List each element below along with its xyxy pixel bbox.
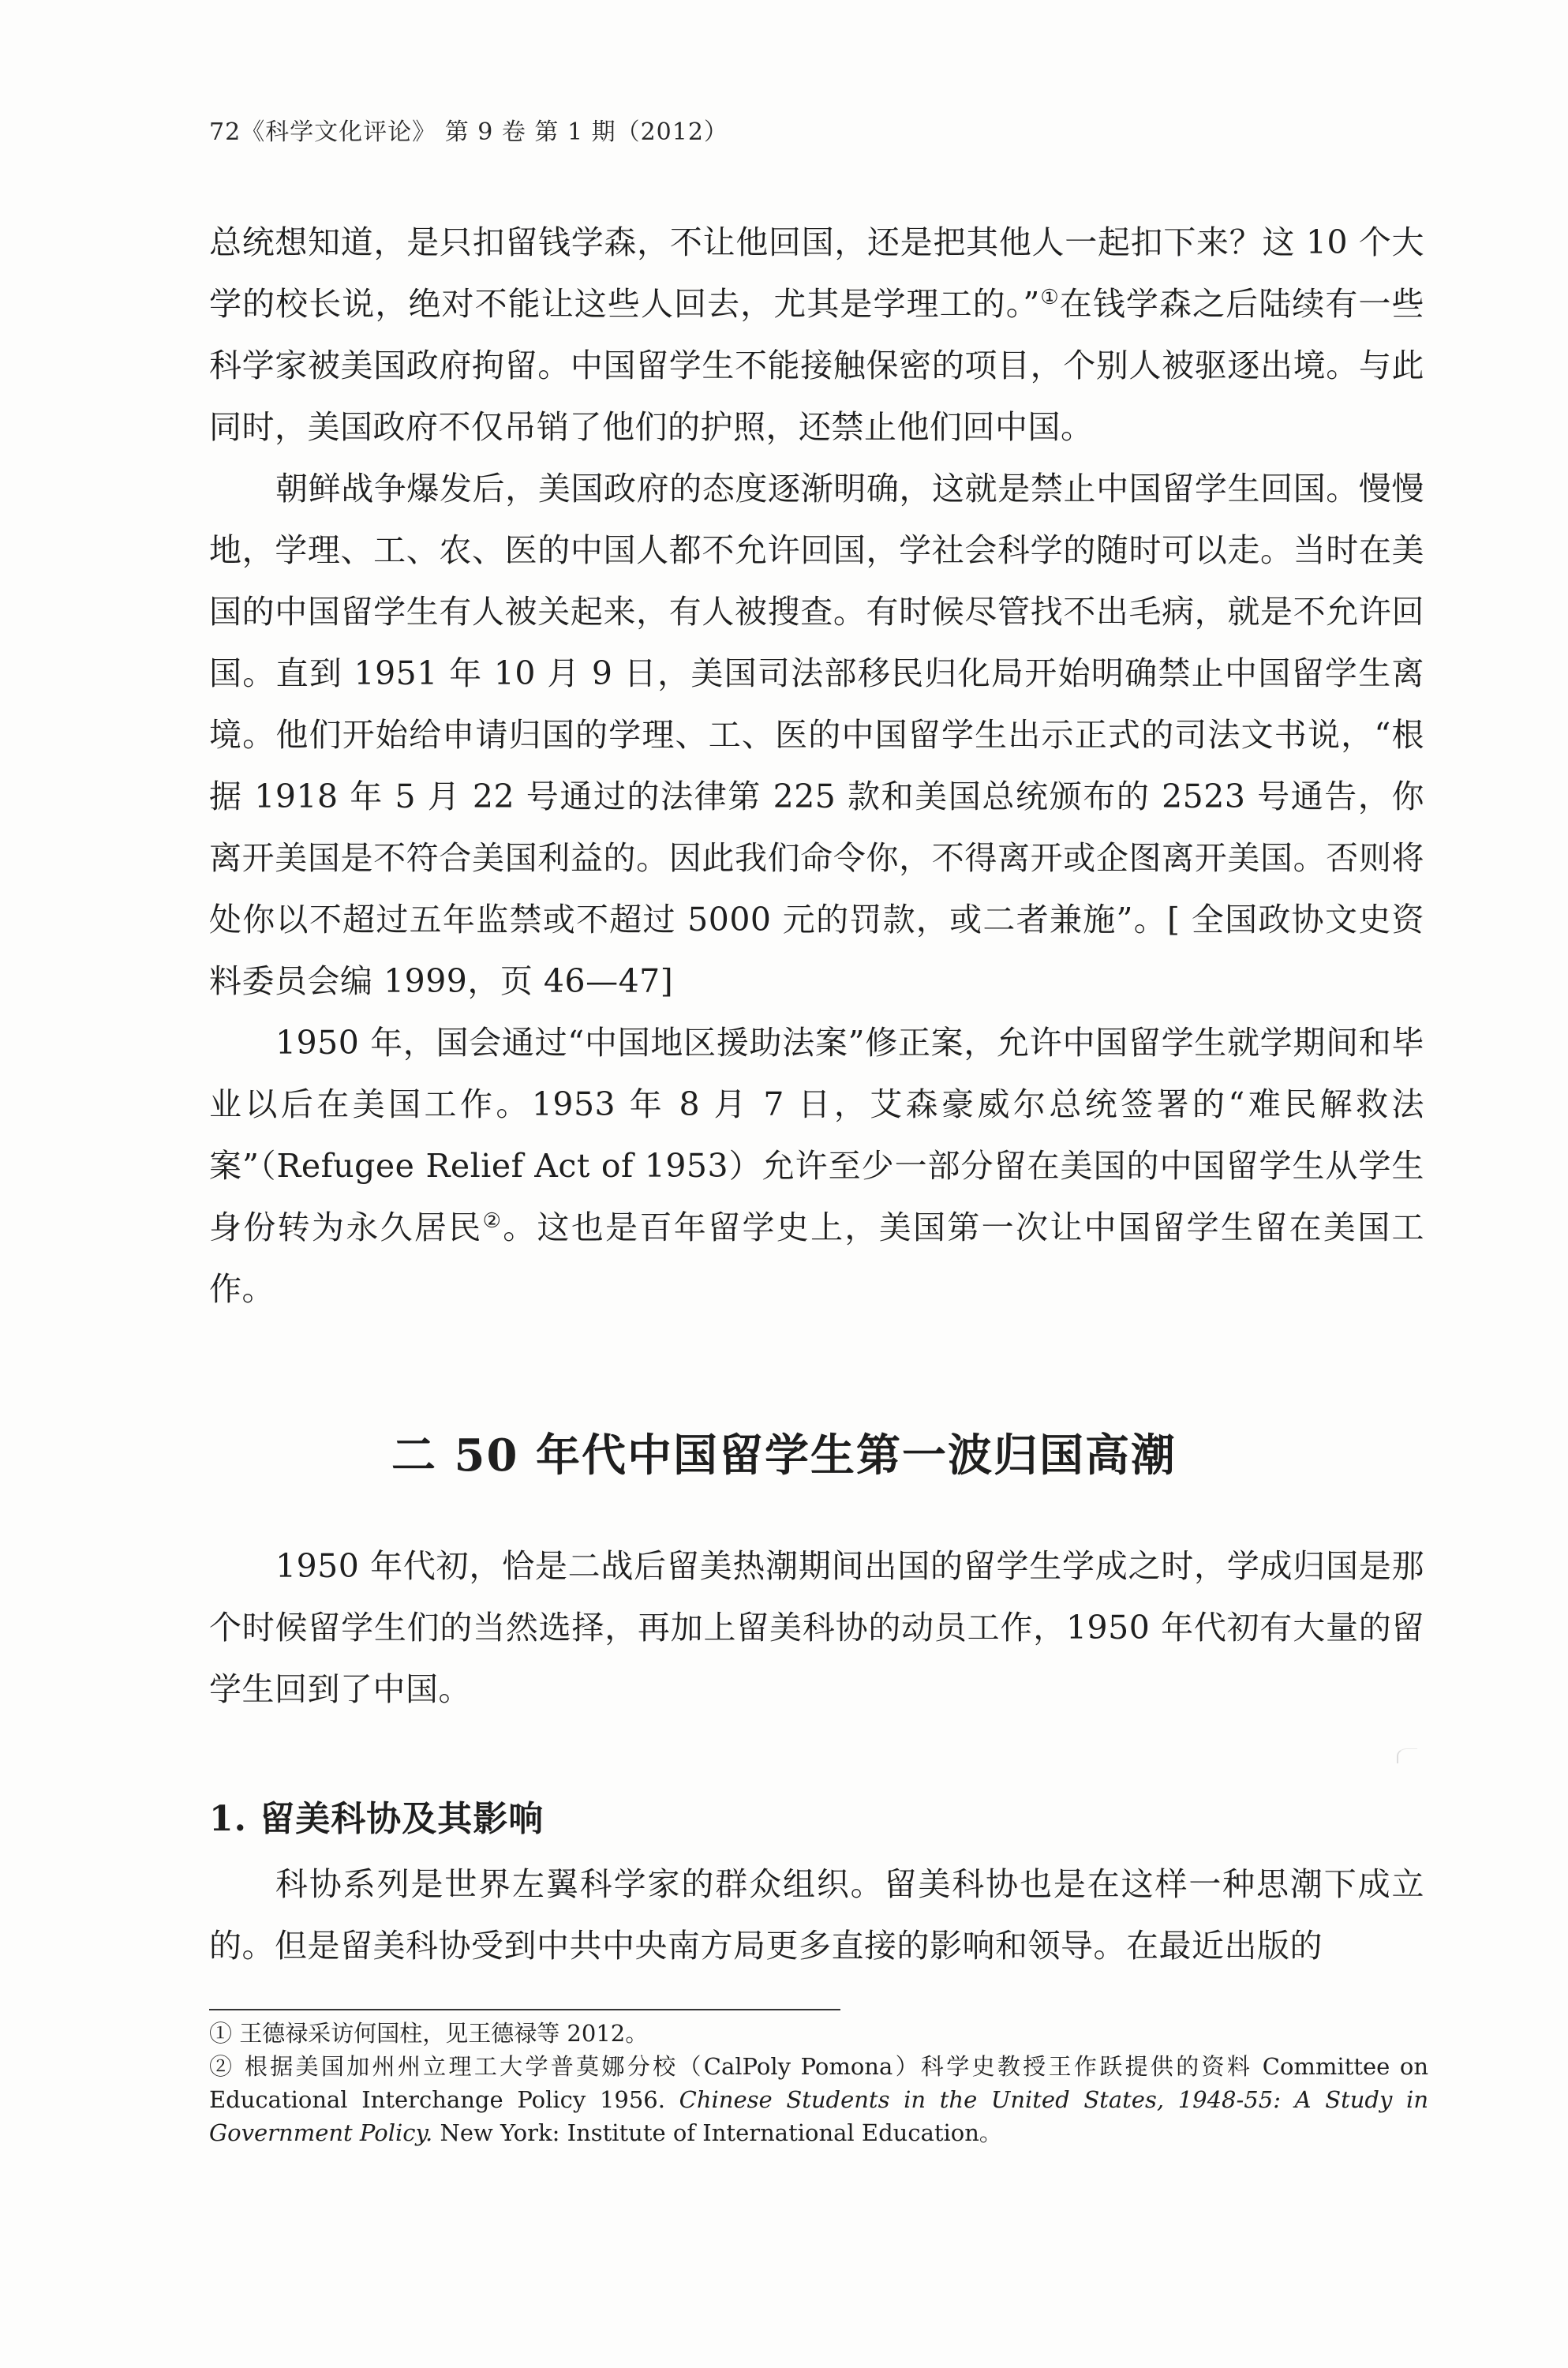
journal-title: 《科学文化评论》 第 9 卷 第 1 期（2012） [241,118,728,146]
subsection-paragraph: 科协系列是世界左翼科学家的群众组织。留美科协也是在这样一种思潮下成立的。但是留美科协受到中共中央南方局更多直接的影响和领导。在最近出版的 [209,1865,1424,1965]
main-body [209,212,1424,1320]
footnote-ref-2[interactable]: ② [482,1209,503,1233]
subsection-heading: 1. 留美科协及其影响 [209,1799,544,1839]
section-heading: 二 50 年代中国留学生第一波归国高潮 [391,1429,1177,1482]
footnote-divider [209,2009,840,2010]
subsection-body [209,1853,1424,1976]
paragraph-1: 总统想知道，是只扣留钱学森，不让他回国，还是把其他人一起扣下来？这 10 个大学的校长说，绝对不能让这些人回去，尤其是学理工的。”①在钱学森之后陆续有一些科学家被美国政府拘留。中国留学生不能接触保密的项目，个别人被驱逐出境。与此同时，美国政府不仅吊销了他们的护照，还禁止他们回中国。 [209,223,1424,446]
paragraph-3: 1950 年，国会通过“中国地区援助法案”修正案，允许中国留学生就学期间和毕业以后在美国工作。1953 年 8 月 7 日，艾森豪威尔总统签署的“难民解救法案”（Refugee Relief Act of 1953）允许至少一部分留在美国的中国留学生从学生身份转为永久居民②。这也是百年留学史上，美国第一次让中国留学生留在美国工作。 [209,1024,1425,1308]
paragraph-2: 朝鲜战争爆发后，美国政府的态度逐渐明确，这就是禁止中国留学生回国。慢慢地，学理、工、农、医的中国人都不允许回国，学社会科学的随时可以走。当时在美国的中国留学生有人被关起来，有人被搜查。有时候尽管找不出毛病，就是不允许回国。直到 1951 年 10 月 9 日，美国司法部移民归化局开始明确禁止中国留学生离境。他们开始给申请归国的学理、工、医的中国留学生出示正式的司法文书说，“根据 1918 年 5 月 22 号通过的法律第 225 款和美国总统颁布的 2523 号通告，你离开美国是不符合美国利益的。因此我们命令你，不得离开或企图离开美国。否则将处你以不超过五年监禁或不超过 5000 元的罚款，或二者兼施”。[ 全国政协文史资料委员会编 1999，页 46—47] [209,470,1424,1000]
footnote-ref-1[interactable]: ① [1039,286,1060,309]
footnote-1: ① 王德禄采访何国柱，见王德禄等 2012。 [209,2020,649,2047]
footnote-2-book-title: Chinese Students in the United States, 1948-55: A Study in Government Policy. [209,2086,1428,2146]
footnotes [209,2017,1428,2149]
page-number: 72 [209,118,241,146]
footnote-2: ② 根据美国加州州立理工大学普莫娜分校（CalPoly Pomona）科学史教授王作跃提供的资料 Committee on Educational Interchange Policy 1956. Chinese Students in the United States, 1948-55: A Study in Government Policy. New York: Institute of International Education。 [209,2053,1428,2146]
running-header [209,112,728,147]
scan-artifact [1397,1748,1417,1763]
section-intro-paragraph: 1950 年代初，恰是二战后留美热潮期间出国的留学生学成之时，学成归国是那个时候留学生们的当然选择，再加上留美科协的动员工作，1950 年代初有大量的留学生回到了中国。 [209,1547,1424,1708]
section-intro [209,1535,1424,1720]
